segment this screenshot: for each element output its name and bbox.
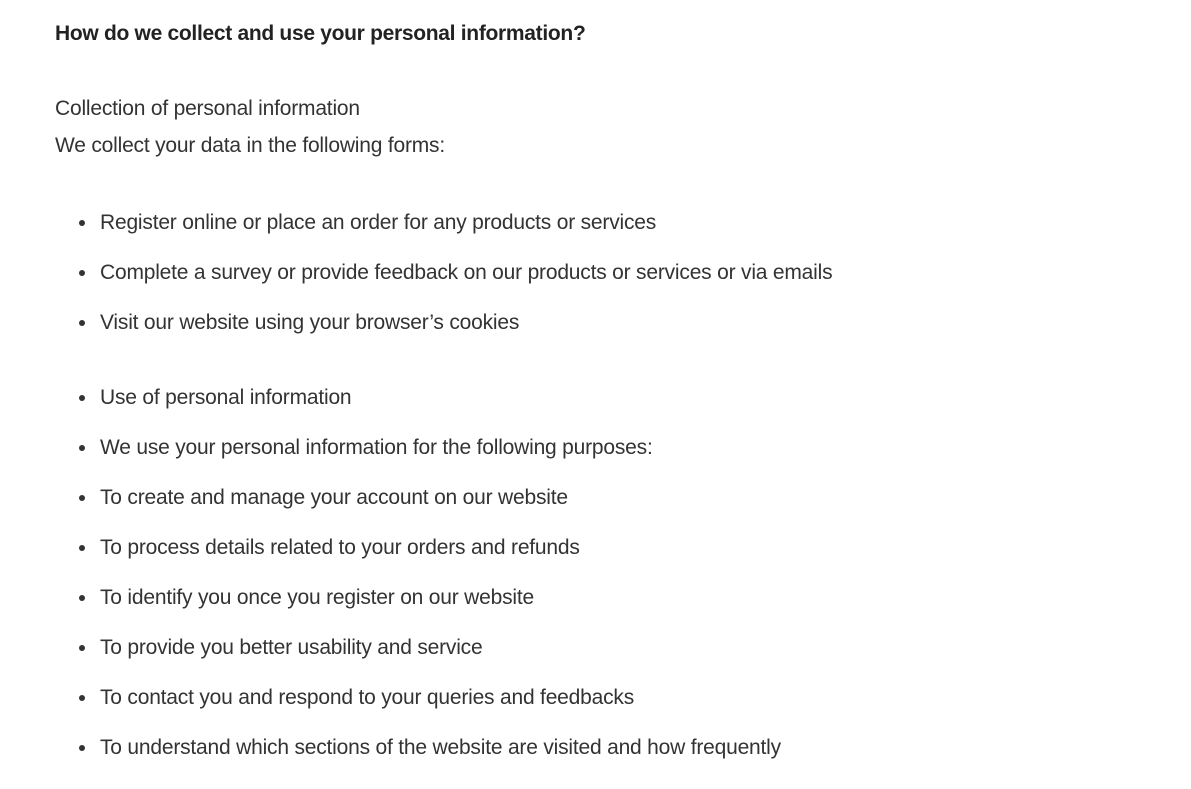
list-item — [55, 534, 781, 584]
list-item-text: Complete a survey or provide feedback on our products or services or via emails — [100, 261, 833, 284]
list-item-text: We use your personal information for the following purposes: — [100, 436, 653, 459]
list-item-text: To contact you and respond to your queries and feedbacks — [100, 686, 634, 709]
list-item-text: To provide you better usability and service — [100, 636, 483, 659]
bullet-icon — [79, 595, 85, 601]
list-item — [55, 734, 781, 784]
collection-list — [55, 209, 832, 359]
list-item-text: Use of personal information — [100, 386, 352, 409]
list-item-text: Visit our website using your browser’s cookies — [100, 311, 520, 334]
list-item-text: To understand which sections of the website are visited and how frequently — [100, 736, 781, 759]
list-item — [55, 209, 832, 259]
bullet-icon — [79, 395, 85, 401]
collection-intro: We collect your data in the following forms: — [55, 134, 445, 157]
list-item-text: To create and manage your account on our website — [100, 486, 568, 509]
bullet-icon — [79, 695, 85, 701]
list-item-text: Register online or place an order for any products or services — [100, 211, 657, 234]
usage-list — [55, 384, 781, 784]
list-item — [55, 634, 781, 684]
section-heading: How do we collect and use your personal information? — [55, 22, 586, 45]
bullet-icon — [79, 270, 85, 276]
list-item — [55, 684, 781, 734]
list-item — [55, 309, 832, 359]
bullet-icon — [79, 495, 85, 501]
list-item-text: To identify you once you register on our website — [100, 586, 534, 609]
bullet-icon — [79, 645, 85, 651]
list-item-text: To process details related to your orders and refunds — [100, 536, 580, 559]
bullet-icon — [79, 445, 85, 451]
list-item — [55, 259, 832, 309]
bullet-icon — [79, 320, 85, 326]
list-item — [55, 434, 781, 484]
collection-title: Collection of personal information — [55, 97, 360, 120]
list-item — [55, 384, 781, 434]
list-item — [55, 584, 781, 634]
bullet-icon — [79, 545, 85, 551]
bullet-icon — [79, 220, 85, 226]
bullet-icon — [79, 745, 85, 751]
list-item — [55, 484, 781, 534]
